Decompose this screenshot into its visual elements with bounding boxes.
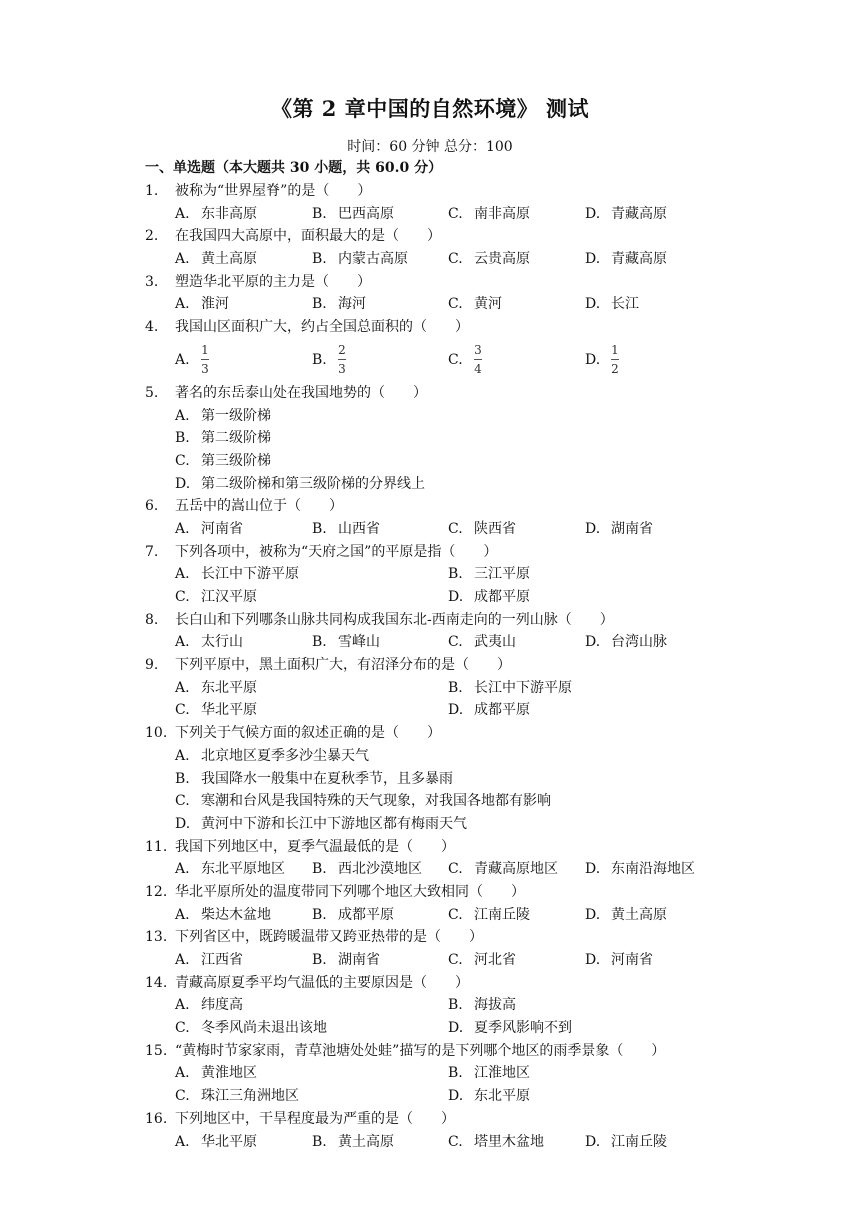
question-item xyxy=(145,1040,745,1108)
question-number: 4. xyxy=(145,319,159,336)
option-letter: D. xyxy=(175,475,191,492)
answer-option[interactable] xyxy=(448,586,530,609)
option-text: 湖南省 xyxy=(338,952,380,968)
answer-option[interactable] xyxy=(312,248,408,271)
options-row xyxy=(145,1017,745,1040)
question-stem xyxy=(145,1108,745,1131)
answer-option[interactable] xyxy=(175,1062,257,1085)
option-letter: B. xyxy=(312,296,327,313)
answer-option[interactable] xyxy=(175,563,299,586)
question-item xyxy=(145,836,745,881)
option-text: 西北沙漠地区 xyxy=(338,861,422,878)
question-number: 13. xyxy=(145,929,168,946)
option-text: 东北平原 xyxy=(474,1088,530,1105)
option-letter: C. xyxy=(175,1020,190,1037)
fraction-denominator: 3 xyxy=(338,362,346,377)
option-letter: B. xyxy=(312,634,327,651)
answer-option[interactable] xyxy=(312,339,346,382)
option-letter: C. xyxy=(448,1133,463,1150)
option-letter: C. xyxy=(175,589,190,605)
answer-option[interactable] xyxy=(312,293,366,316)
options-row xyxy=(145,1131,745,1154)
option-letter: B. xyxy=(312,205,327,222)
answer-option[interactable] xyxy=(448,1131,544,1154)
answer-option[interactable] xyxy=(312,1131,394,1154)
option-letter: A. xyxy=(175,997,190,1014)
option-letter: C. xyxy=(175,793,190,810)
option-text: 第二级阶梯 xyxy=(201,430,271,447)
option-letter: D. xyxy=(585,861,601,878)
option-letter: B. xyxy=(448,1065,463,1082)
question-number: 12. xyxy=(145,883,168,900)
option-letter: B. xyxy=(312,251,327,268)
answer-option[interactable] xyxy=(175,339,209,382)
fraction-numerator: 2 xyxy=(338,343,346,358)
option-letter: B. xyxy=(175,770,190,787)
option-letter: D. xyxy=(448,702,464,719)
question-item xyxy=(145,881,745,926)
option-text: 成都平原 xyxy=(474,702,530,719)
options-row xyxy=(145,631,745,654)
options-row xyxy=(145,518,745,541)
option-letter: A. xyxy=(175,520,190,537)
answer-option[interactable] xyxy=(145,450,745,473)
answer-option[interactable] xyxy=(145,473,745,496)
option-letter: B. xyxy=(448,679,463,696)
option-text: 纬度高 xyxy=(201,997,243,1014)
option-letter: A. xyxy=(175,1065,190,1082)
option-text: 湖南省 xyxy=(611,520,653,537)
answer-option[interactable] xyxy=(448,631,516,654)
question-number: 7. xyxy=(145,543,159,560)
answer-option[interactable] xyxy=(175,677,257,700)
answer-option[interactable] xyxy=(175,949,243,972)
answer-option[interactable] xyxy=(448,994,516,1017)
answer-option[interactable] xyxy=(448,699,530,722)
question-item xyxy=(145,180,745,225)
answer-option[interactable] xyxy=(585,248,667,271)
question-item xyxy=(145,541,745,609)
question-number: 5. xyxy=(145,384,159,401)
answer-option[interactable] xyxy=(175,858,285,881)
question-number: 15. xyxy=(145,1042,168,1059)
option-letter: A. xyxy=(175,906,190,923)
option-text: 淮河 xyxy=(201,296,229,313)
option-letter: D. xyxy=(585,520,601,537)
question-stem xyxy=(145,881,745,904)
answer-option[interactable] xyxy=(448,203,530,226)
options-row xyxy=(145,677,745,700)
option-text: 长江 xyxy=(611,296,639,313)
option-text: 江南丘陵 xyxy=(474,906,530,923)
section-heading: 一、单选题（本大题共 30 小题，共 60.0 分） xyxy=(145,160,443,176)
answer-option[interactable] xyxy=(448,1017,572,1040)
option-text: 成都平原 xyxy=(474,589,530,605)
question-text: 我国山区面积广大，约占全国总面积的（ ） xyxy=(175,319,469,336)
option-letter: A. xyxy=(175,251,190,268)
option-letter: D. xyxy=(448,589,464,605)
fraction-numerator: 1 xyxy=(201,343,209,358)
answer-option[interactable] xyxy=(448,1085,530,1108)
question-text: 下列省区中，既跨暖温带又跨亚热带的是（ ） xyxy=(175,929,483,946)
option-text: 青藏高原 xyxy=(611,205,667,222)
question-number: 11. xyxy=(145,838,168,855)
option-letter: B. xyxy=(312,861,327,878)
option-text: 江汉平原 xyxy=(201,589,257,605)
answer-option[interactable] xyxy=(312,949,380,972)
option-letter: C. xyxy=(448,634,463,651)
question-text: 我国下列地区中，夏季气温最低的是（ ） xyxy=(175,838,455,855)
option-letter: D. xyxy=(585,634,601,651)
option-text: 云贵高原 xyxy=(474,251,530,268)
option-letter: C. xyxy=(448,520,463,537)
option-text: 第二级阶梯和第三级阶梯的分界线上 xyxy=(201,475,425,492)
option-text: 第三级阶梯 xyxy=(201,452,271,469)
option-text: 第一级阶梯 xyxy=(201,407,271,424)
answer-option[interactable] xyxy=(312,203,394,226)
answer-option[interactable] xyxy=(585,858,695,881)
option-letter: C. xyxy=(448,351,463,368)
options-row xyxy=(145,248,745,271)
answer-option[interactable] xyxy=(175,904,271,927)
option-text: 山西省 xyxy=(338,520,380,537)
option-text: 南非高原 xyxy=(474,205,530,222)
fraction xyxy=(338,343,346,376)
options-row xyxy=(145,203,745,226)
fraction-denominator: 3 xyxy=(201,362,209,377)
option-text: 河南省 xyxy=(201,520,243,537)
answer-option[interactable] xyxy=(175,1017,327,1040)
option-letter: D. xyxy=(585,952,601,968)
option-text: 陕西省 xyxy=(474,520,516,537)
options-row xyxy=(145,904,745,927)
option-letter: C. xyxy=(448,296,463,313)
option-letter: C. xyxy=(448,906,463,923)
option-text: 塔里木盆地 xyxy=(474,1133,544,1150)
option-text: 海拔高 xyxy=(474,997,516,1014)
question-stem xyxy=(145,271,745,294)
answer-option[interactable] xyxy=(448,339,482,382)
question-stem xyxy=(145,541,745,564)
question-text: 在我国四大高原中，面积最大的是（ ） xyxy=(175,228,441,245)
answer-option[interactable] xyxy=(145,790,745,813)
fraction-numerator: 3 xyxy=(474,343,482,358)
option-letter: D. xyxy=(585,205,601,222)
question-stem xyxy=(145,654,745,677)
question-text: 著名的东岳泰山处在我国地势的（ ） xyxy=(175,384,427,401)
question-stem xyxy=(145,609,745,632)
answer-option[interactable] xyxy=(585,949,653,972)
answer-option[interactable] xyxy=(175,994,243,1017)
option-text: 东北平原 xyxy=(201,679,257,696)
option-letter: A. xyxy=(175,952,190,968)
options-row xyxy=(145,293,745,316)
question-number: 1. xyxy=(145,183,159,199)
option-letter: B. xyxy=(175,430,190,447)
question-text: 下列地区中，干旱程度最为严重的是（ ） xyxy=(175,1110,455,1127)
option-letter: D. xyxy=(448,1020,464,1037)
option-letter: A. xyxy=(175,634,190,651)
option-text: 巴西高原 xyxy=(338,205,394,222)
question-number: 3. xyxy=(145,273,159,290)
answer-option[interactable] xyxy=(448,1062,530,1085)
question-text: 下列关于气候方面的叙述正确的是（ ） xyxy=(175,725,441,742)
answer-option[interactable] xyxy=(145,745,745,768)
question-number: 16. xyxy=(145,1110,168,1127)
answer-option[interactable] xyxy=(448,949,516,972)
option-letter: A. xyxy=(175,861,190,878)
question-item xyxy=(145,926,745,971)
question-stem xyxy=(145,1040,745,1063)
page-title: 《第 2 章中国的自然环境》 测试 xyxy=(270,96,590,121)
question-text: 下列各项中，被称为“天府之国”的平原是指（ ） xyxy=(175,543,498,560)
question-item xyxy=(145,271,745,316)
answer-option[interactable] xyxy=(175,293,229,316)
question-item xyxy=(145,1108,745,1153)
fraction-bar xyxy=(338,359,346,360)
answer-option[interactable] xyxy=(175,1085,299,1108)
option-text: 黄土高原 xyxy=(338,1133,394,1150)
question-text: “黄梅时节家家雨，青草池塘处处蛙”描写的是下列哪个地区的雨季景象（ ） xyxy=(175,1042,666,1059)
answer-option[interactable] xyxy=(448,293,502,316)
question-item xyxy=(145,316,745,382)
question-text: 下列平原中，黑土面积广大，有沼泽分布的是（ ） xyxy=(175,657,511,674)
answer-option[interactable] xyxy=(448,677,572,700)
option-text: 东非高原 xyxy=(201,205,257,222)
answer-option[interactable] xyxy=(585,631,667,654)
option-text: 夏季风影响不到 xyxy=(474,1020,572,1037)
answer-option[interactable] xyxy=(145,768,745,791)
option-text: 江西省 xyxy=(201,952,243,968)
option-letter: D. xyxy=(585,251,601,268)
option-text: 河北省 xyxy=(474,952,516,968)
option-text: 雪峰山 xyxy=(338,634,380,651)
option-letter: A. xyxy=(175,747,190,764)
option-text: 我国降水一般集中在夏秋季节，且多暴雨 xyxy=(201,770,453,787)
fraction-numerator: 1 xyxy=(611,343,619,358)
question-list xyxy=(145,180,745,1153)
option-text: 东南沿海地区 xyxy=(611,861,695,878)
option-letter: A. xyxy=(175,296,190,313)
option-text: 青藏高原地区 xyxy=(474,861,558,878)
answer-option[interactable] xyxy=(175,586,257,609)
answer-option[interactable] xyxy=(585,518,653,541)
option-text: 柴达木盆地 xyxy=(201,906,271,923)
question-text: 塑造华北平原的主力是（ ） xyxy=(175,273,371,290)
fraction xyxy=(474,343,482,376)
option-letter: B. xyxy=(312,906,327,923)
option-letter: A. xyxy=(175,566,190,583)
answer-option[interactable] xyxy=(175,1131,257,1154)
fraction-bar xyxy=(474,359,482,360)
question-number: 14. xyxy=(145,974,168,991)
options-row xyxy=(145,699,745,722)
option-text: 华北平原 xyxy=(201,1133,257,1150)
option-letter: B. xyxy=(312,520,327,537)
options-row xyxy=(145,339,745,382)
options-row xyxy=(145,1062,745,1085)
option-letter: C. xyxy=(448,205,463,222)
question-text: 青藏高原夏季平均气温低的主要原因是（ ） xyxy=(175,974,469,991)
option-text: 长江中下游平原 xyxy=(201,566,299,583)
question-stem xyxy=(145,225,745,248)
question-text: 五岳中的嵩山位于（ ） xyxy=(175,498,343,515)
answer-option[interactable] xyxy=(312,904,394,927)
option-text: 冬季风尚未退出该地 xyxy=(201,1020,327,1037)
fraction-bar xyxy=(611,359,619,360)
option-letter: D. xyxy=(448,1088,464,1105)
question-stem xyxy=(145,495,745,518)
options-row xyxy=(145,1085,745,1108)
option-letter: A. xyxy=(175,679,190,696)
options-row xyxy=(145,994,745,1017)
answer-option[interactable] xyxy=(175,631,243,654)
answer-option[interactable] xyxy=(312,858,422,881)
option-letter: D. xyxy=(175,815,191,832)
option-text: 河南省 xyxy=(611,952,653,968)
question-number: 6. xyxy=(145,498,159,515)
answer-option[interactable] xyxy=(585,904,667,927)
question-number: 9. xyxy=(145,657,159,674)
question-stem xyxy=(145,316,745,339)
option-text: 台湾山脉 xyxy=(611,634,667,651)
question-item xyxy=(145,609,745,654)
option-text: 三江平原 xyxy=(474,566,530,583)
question-item xyxy=(145,225,745,270)
answer-option[interactable] xyxy=(585,203,667,226)
question-item xyxy=(145,495,745,540)
option-text: 华北平原 xyxy=(201,702,257,719)
answer-option[interactable] xyxy=(585,339,619,382)
question-item xyxy=(145,654,745,722)
options-row xyxy=(145,949,745,972)
option-letter: C. xyxy=(175,1088,190,1105)
option-letter: C. xyxy=(448,251,463,268)
answer-option[interactable] xyxy=(312,631,380,654)
answer-option[interactable] xyxy=(585,1131,667,1154)
answer-option[interactable] xyxy=(175,699,257,722)
question-stem xyxy=(145,926,745,949)
question-stem xyxy=(145,836,745,859)
answer-option[interactable] xyxy=(448,563,530,586)
option-letter: C. xyxy=(448,861,463,878)
question-number: 10. xyxy=(145,725,168,742)
options-row xyxy=(145,586,745,609)
question-item xyxy=(145,382,745,495)
fraction-denominator: 4 xyxy=(474,362,482,377)
question-item xyxy=(145,722,745,835)
option-letter: C. xyxy=(175,452,190,469)
option-text: 内蒙古高原 xyxy=(338,251,408,268)
answer-option[interactable] xyxy=(145,813,745,836)
answer-option[interactable] xyxy=(448,904,530,927)
answer-option[interactable] xyxy=(312,518,380,541)
option-letter: B. xyxy=(448,997,463,1014)
option-letter: D. xyxy=(585,1133,601,1150)
answer-option[interactable] xyxy=(145,405,745,428)
fraction-bar xyxy=(201,359,209,360)
answer-option[interactable] xyxy=(175,518,243,541)
option-text: 海河 xyxy=(338,296,366,313)
option-text: 黄河中下游和长江中下游地区都有梅雨天气 xyxy=(201,815,467,832)
question-number: 8. xyxy=(145,611,159,628)
option-text: 江淮地区 xyxy=(474,1065,530,1082)
question-number: 2. xyxy=(145,228,159,245)
option-letter: A. xyxy=(175,351,190,368)
option-text: 北京地区夏季多沙尘暴天气 xyxy=(201,747,369,764)
answer-option[interactable] xyxy=(448,518,516,541)
option-letter: A. xyxy=(175,1133,190,1150)
options-row xyxy=(145,858,745,881)
fraction-denominator: 2 xyxy=(611,362,619,377)
answer-option[interactable] xyxy=(175,203,257,226)
option-text: 东北平原地区 xyxy=(201,861,285,878)
question-stem xyxy=(145,382,745,405)
option-letter: A. xyxy=(175,205,190,222)
option-text: 武夷山 xyxy=(474,634,516,651)
exam-info: 时间：60 分钟 总分：100 xyxy=(347,139,513,155)
question-item xyxy=(145,972,745,1040)
option-letter: B. xyxy=(312,351,327,368)
question-stem xyxy=(145,722,745,745)
question-stem xyxy=(145,972,745,995)
option-letter: B. xyxy=(312,952,327,968)
option-text: 黄土高原 xyxy=(611,906,667,923)
options-row xyxy=(145,563,745,586)
option-text: 青藏高原 xyxy=(611,251,667,268)
answer-option[interactable] xyxy=(145,427,745,450)
question-text: 长白山和下列哪条山脉共同构成我国东北-西南走向的一列山脉（ ） xyxy=(175,611,614,628)
option-text: 珠江三角洲地区 xyxy=(201,1088,299,1105)
answer-option[interactable] xyxy=(448,858,558,881)
option-text: 黄土高原 xyxy=(201,251,257,268)
option-text: 成都平原 xyxy=(338,906,394,923)
option-letter: D. xyxy=(585,351,601,368)
option-text: 寒潮和台风是我国特殊的天气现象，对我国各地都有影响 xyxy=(201,793,551,810)
option-text: 黄淮地区 xyxy=(201,1065,257,1082)
option-text: 长江中下游平原 xyxy=(474,679,572,696)
option-letter: B. xyxy=(448,566,463,583)
question-text: 华北平原所处的温度带同下列哪个地区大致相同（ ） xyxy=(175,883,525,900)
answer-option[interactable] xyxy=(585,293,639,316)
fraction xyxy=(611,343,619,376)
option-letter: B. xyxy=(312,1133,327,1150)
question-stem xyxy=(145,180,745,203)
option-letter: D. xyxy=(585,906,601,923)
option-letter: D. xyxy=(585,296,601,313)
question-text: 被称为“世界屋脊”的是（ ） xyxy=(175,183,372,199)
fraction xyxy=(201,343,209,376)
option-letter: C. xyxy=(175,702,190,719)
answer-option[interactable] xyxy=(448,248,530,271)
option-letter: C. xyxy=(448,952,463,968)
answer-option[interactable] xyxy=(175,248,257,271)
option-text: 江南丘陵 xyxy=(611,1133,667,1150)
option-text: 黄河 xyxy=(474,296,502,313)
option-letter: A. xyxy=(175,407,190,424)
option-text: 太行山 xyxy=(201,634,243,651)
